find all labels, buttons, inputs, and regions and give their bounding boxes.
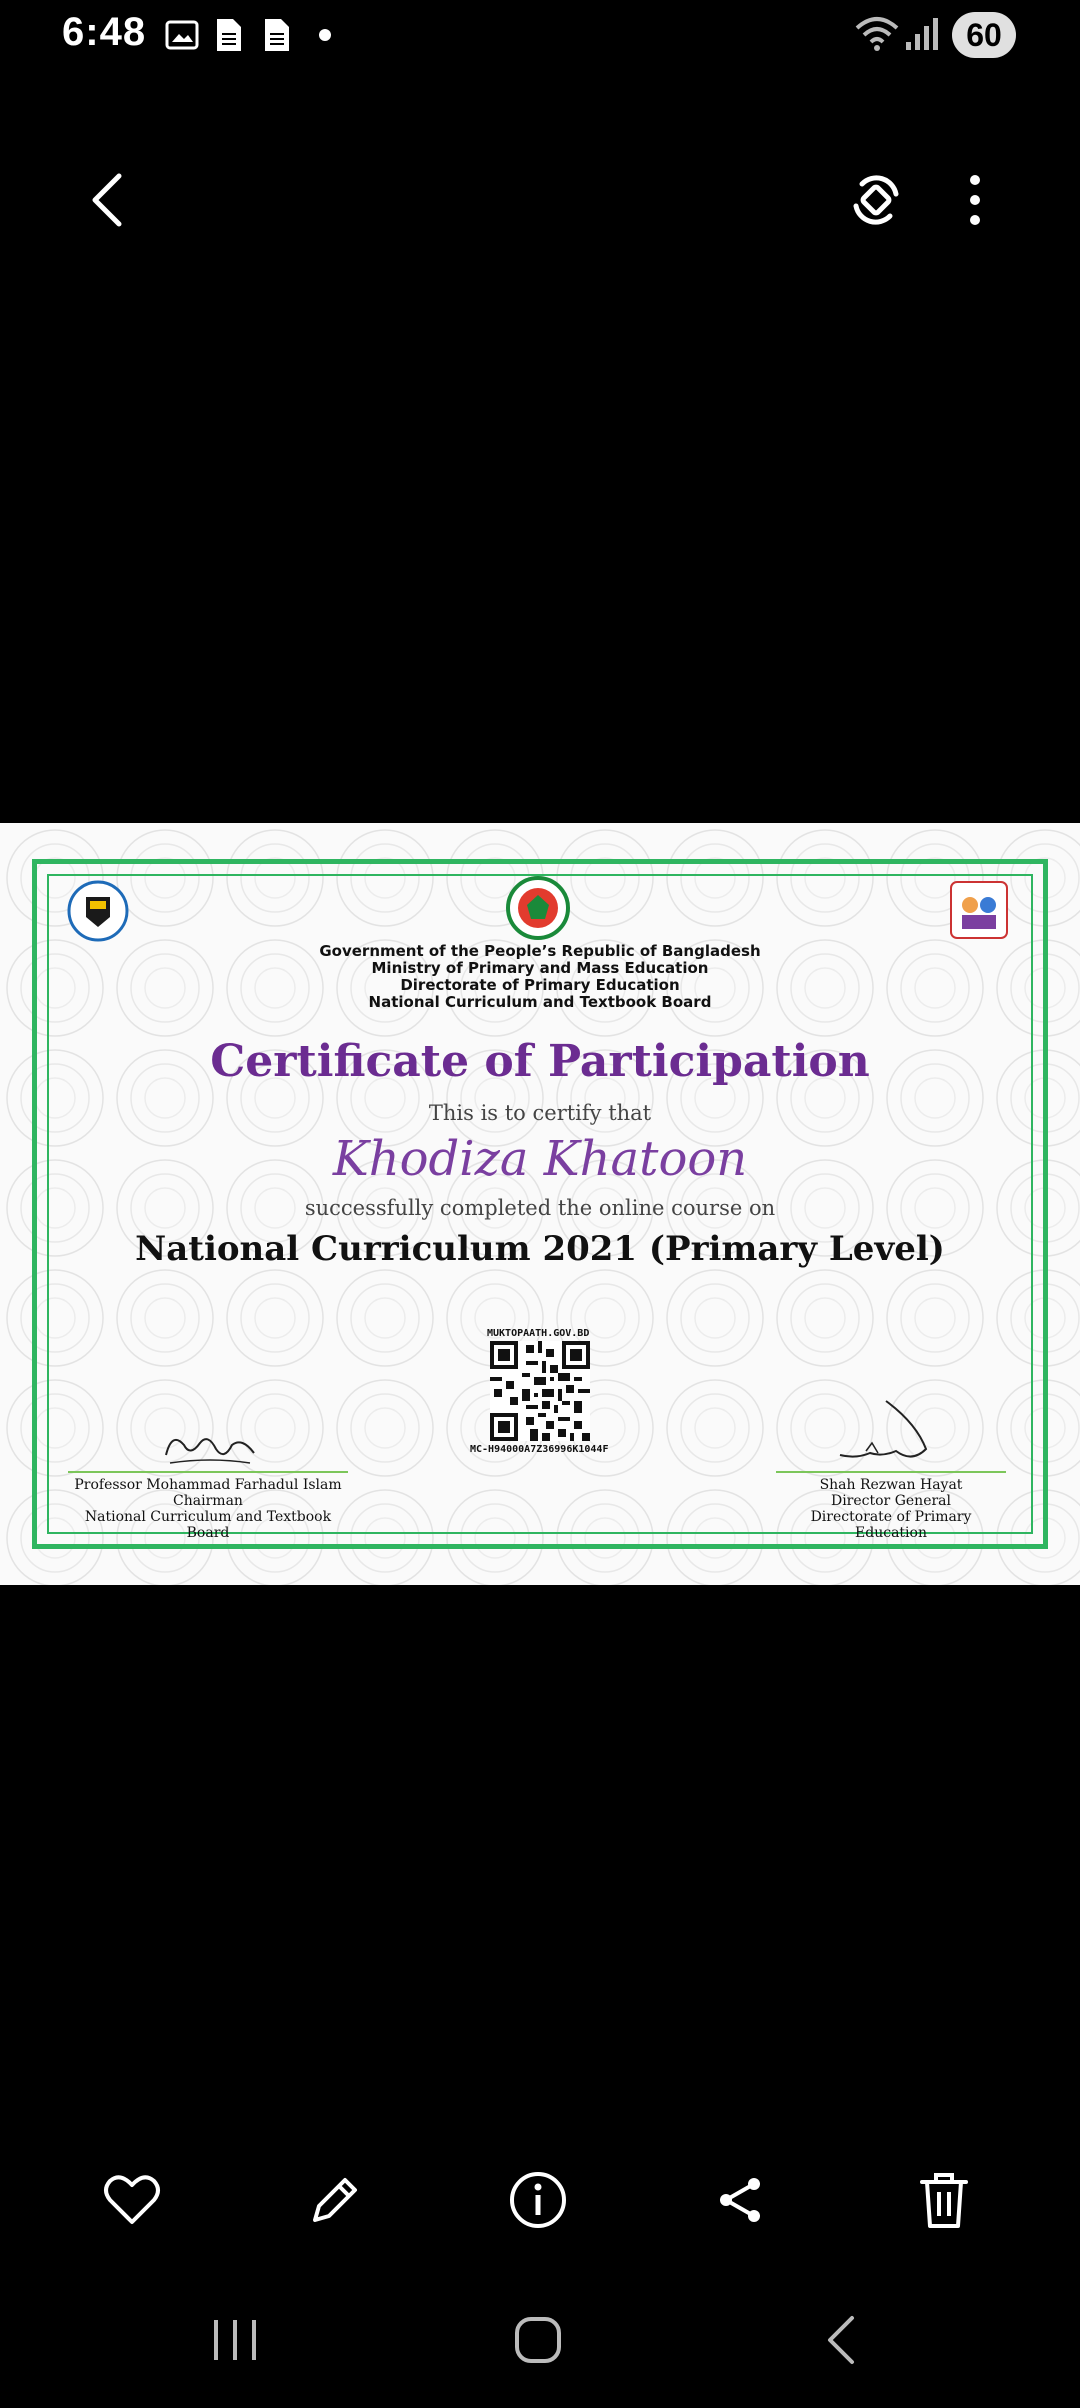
qr-top-label: MUKTOPAATH.GOV.BD [487,1328,590,1339]
edit-pencil-icon [307,2172,363,2228]
header-line-3: Directorate of Primary Education [400,976,680,994]
course-name: National Curriculum 2021 (Primary Level) [135,1229,945,1269]
rotate-icon [848,172,904,228]
left-signatory-role: Chairman [173,1493,243,1509]
cell-signal-icon [902,14,942,54]
header-line-1: Government of the People’s Republic of Bangladesh [319,942,761,960]
favorite-button[interactable] [92,2160,172,2240]
home-button[interactable] [493,2300,583,2380]
nav-back-button[interactable] [797,2300,887,2380]
qr-code-icon [490,1341,590,1441]
edit-button[interactable] [295,2160,375,2240]
recents-button[interactable] [190,2300,280,2380]
info-button[interactable] [498,2160,578,2240]
right-signatory-name: Shah Rezwan Hayat [819,1477,963,1493]
more-vertical-icon [968,173,982,227]
certificate-header [0,943,1080,1011]
gallery-notification-icon [163,16,201,54]
left-signatory-org: National Curriculum and Textbook Board [84,1509,332,1541]
status-time: 6:48 [62,10,147,54]
document-notification-icon [214,16,244,54]
more-options-button[interactable] [940,160,1010,240]
share-icon [712,2172,768,2228]
back-icon [822,2314,862,2366]
battery-icon: 60 [952,12,1016,58]
rotate-button[interactable] [836,160,916,240]
delete-trash-icon [918,2170,970,2230]
info-icon [508,2170,568,2230]
right-signatory [776,1471,1006,1541]
completed-text: successfully completed the online course on [304,1196,776,1220]
wifi-icon [854,14,900,54]
status-bar [0,0,1080,72]
nctb-logo-icon [66,879,130,943]
certificate-image[interactable] [0,823,1080,1585]
right-signature-icon [836,1393,946,1473]
left-signatory [68,1471,348,1541]
primary-education-logo-icon [948,879,1010,941]
recents-icon [210,2316,260,2364]
home-icon [512,2314,564,2366]
header-line-4: National Curriculum and Textbook Board [368,993,712,1011]
left-signatory-name: Professor Mohammad Farhadul Islam [74,1477,342,1493]
document-notification-icon [262,16,292,54]
certificate-title: Certificate of Participation [210,1036,870,1087]
recipient-name: Khodiza Khatoon [332,1131,748,1187]
government-seal-icon [505,875,571,941]
qr-bottom-label: MC-H94000A7Z36996K1044F [470,1444,609,1455]
certify-text: This is to certify that [428,1101,652,1125]
back-arrow-icon [87,170,127,230]
left-signature-icon [160,1423,260,1473]
right-signatory-role: Director General [830,1493,951,1509]
share-button[interactable] [700,2160,780,2240]
more-notifications-dot [319,29,331,41]
delete-button[interactable] [904,2160,984,2240]
header-line-2: Ministry of Primary and Mass Education [371,959,709,977]
heart-icon [102,2172,162,2228]
right-signatory-org: Directorate of Primary Education [810,1509,972,1541]
back-button[interactable] [72,160,142,240]
